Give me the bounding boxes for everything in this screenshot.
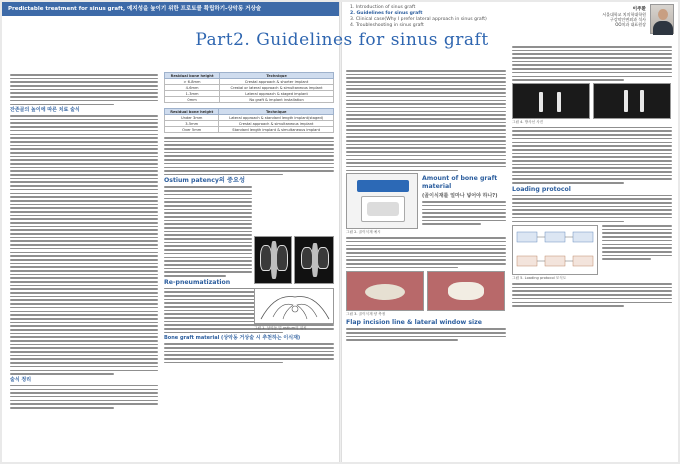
section-subheading-amount: (골이식재를 얼마나 넣어야 하나?) xyxy=(422,193,498,200)
section-heading-ostium: Ostium patency의 중요성 xyxy=(164,177,245,185)
intro-paragraph xyxy=(10,74,158,105)
right-column-1 xyxy=(346,70,506,341)
table-row xyxy=(165,97,334,103)
clinical-photo xyxy=(427,271,505,311)
bone-graft-paragraph xyxy=(164,343,334,363)
flap-paragraph xyxy=(346,328,506,341)
toc-item: 2. Guidelines for sinus graft xyxy=(350,11,423,16)
graft-product-photo xyxy=(346,173,418,229)
table-residual-bone-2 xyxy=(164,108,334,133)
loading-paragraph xyxy=(512,195,672,222)
author-affiliation: OO치과 대표원장 xyxy=(615,22,646,27)
author-affiliation: 구강악안면외과 석사 xyxy=(609,17,646,22)
left-page-banner: Predictable treatment for sinus graft, 예지성을 높이기 위한 프로토콜 확립하기-상악동 거상술 xyxy=(2,2,340,16)
table2-header: Technique xyxy=(219,109,334,115)
table-cell: 4-6mm xyxy=(165,85,220,91)
right-column-2 xyxy=(512,46,672,307)
ct-scan-image xyxy=(254,236,292,284)
loading-protocol-diagram xyxy=(512,225,598,275)
table-cell: 1-3mm xyxy=(165,91,220,97)
table-row xyxy=(165,127,334,133)
article-title: Part2. Guidelines for sinus graft xyxy=(195,30,489,50)
closing-paragraph xyxy=(512,283,672,307)
xray-image xyxy=(593,83,671,119)
magazine-spread xyxy=(2,2,678,462)
residual-bone-paragraph xyxy=(10,115,158,375)
repneu-continued-paragraph xyxy=(346,70,506,171)
section-heading-amount: Amount of bone graft material xyxy=(422,175,498,191)
table1-header: Residual bone height xyxy=(165,73,220,79)
table-cell: > 6-8mm xyxy=(165,79,220,85)
table1-header: Technique xyxy=(220,73,334,79)
toc-item: 1. Introduction of sinus graft xyxy=(350,5,416,10)
table-cell: 0mm xyxy=(165,97,220,103)
left-page xyxy=(2,2,340,462)
figure-caption: 그림 4. 방사선 사진 xyxy=(512,119,544,124)
section-heading-flap: Flap incision line & lateral window size xyxy=(346,319,482,327)
table-cell: Crestal or lateral approach & simultaneous implant xyxy=(220,85,334,91)
table-cell: Standard length implant & simultaneous implant xyxy=(219,127,334,133)
table-cell: Crestal approach & shorter implant xyxy=(220,79,334,85)
clinical-photo xyxy=(346,271,424,311)
flap-continued-paragraph xyxy=(512,46,672,81)
table-of-contents xyxy=(350,5,487,29)
section-heading-residual-bone: 잔존골의 높이에 따른 치료 술식 xyxy=(10,107,80,114)
ct-scan-image-2 xyxy=(294,236,334,284)
sinus-anatomy-sketch xyxy=(254,288,334,324)
table-paragraph xyxy=(164,137,334,175)
section-heading-loading: Loading protocol xyxy=(512,185,571,193)
table-cell: 3-5mm xyxy=(165,121,219,127)
amount-paragraph-2 xyxy=(346,237,506,268)
author-name: 이주환 xyxy=(632,7,646,12)
ostium-paragraph xyxy=(164,186,252,276)
table-cell: Lateral approach & standard length implant(staged) xyxy=(219,115,334,121)
figure-caption: 그림 3. 골이식재 양 측정 xyxy=(346,312,386,317)
left-column-1 xyxy=(10,74,158,409)
amount-paragraph xyxy=(422,201,506,225)
author-photo xyxy=(650,4,674,34)
summary-paragraph xyxy=(10,385,158,409)
table-cell: Crestal approach & simultaneous implant xyxy=(219,121,334,127)
section-heading-bone-graft: Bone graft material (상악동 거상술 시 추천하는 이식재) xyxy=(164,335,301,342)
section-heading-summary: 술식 정리 xyxy=(10,376,32,383)
table-cell: No graft & implant installation xyxy=(220,97,334,103)
xray-paragraph xyxy=(512,127,672,184)
figure-caption: 그림 2. 골이식재 예시 xyxy=(346,230,381,235)
table-cell: Lateral approach & staged implant xyxy=(220,91,334,97)
loading-side-paragraph xyxy=(602,225,672,275)
xray-image xyxy=(512,83,590,119)
toc-item: 3. Clinical case(Why I prefer lateral approach in sinus graft) xyxy=(350,17,487,22)
figure-caption: 그림 1. 상악동 및 ostium의 위치 xyxy=(254,326,307,330)
table2-header: Residual bone height xyxy=(165,109,219,115)
table-cell: Over 5mm xyxy=(165,127,219,133)
right-page xyxy=(342,2,678,462)
table-residual-bone-1 xyxy=(164,72,334,103)
section-heading-repneumatization: Re-pneumatization xyxy=(164,278,231,286)
author-affiliation: 서울대학교 치의학대학원 xyxy=(602,12,646,17)
figure-caption: 그림 5. Loading protocol 모식도 xyxy=(512,276,567,281)
table-cell: Under 3mm xyxy=(165,115,219,121)
toc-item: 4. Troubleshooting in sinus graft xyxy=(350,23,424,28)
